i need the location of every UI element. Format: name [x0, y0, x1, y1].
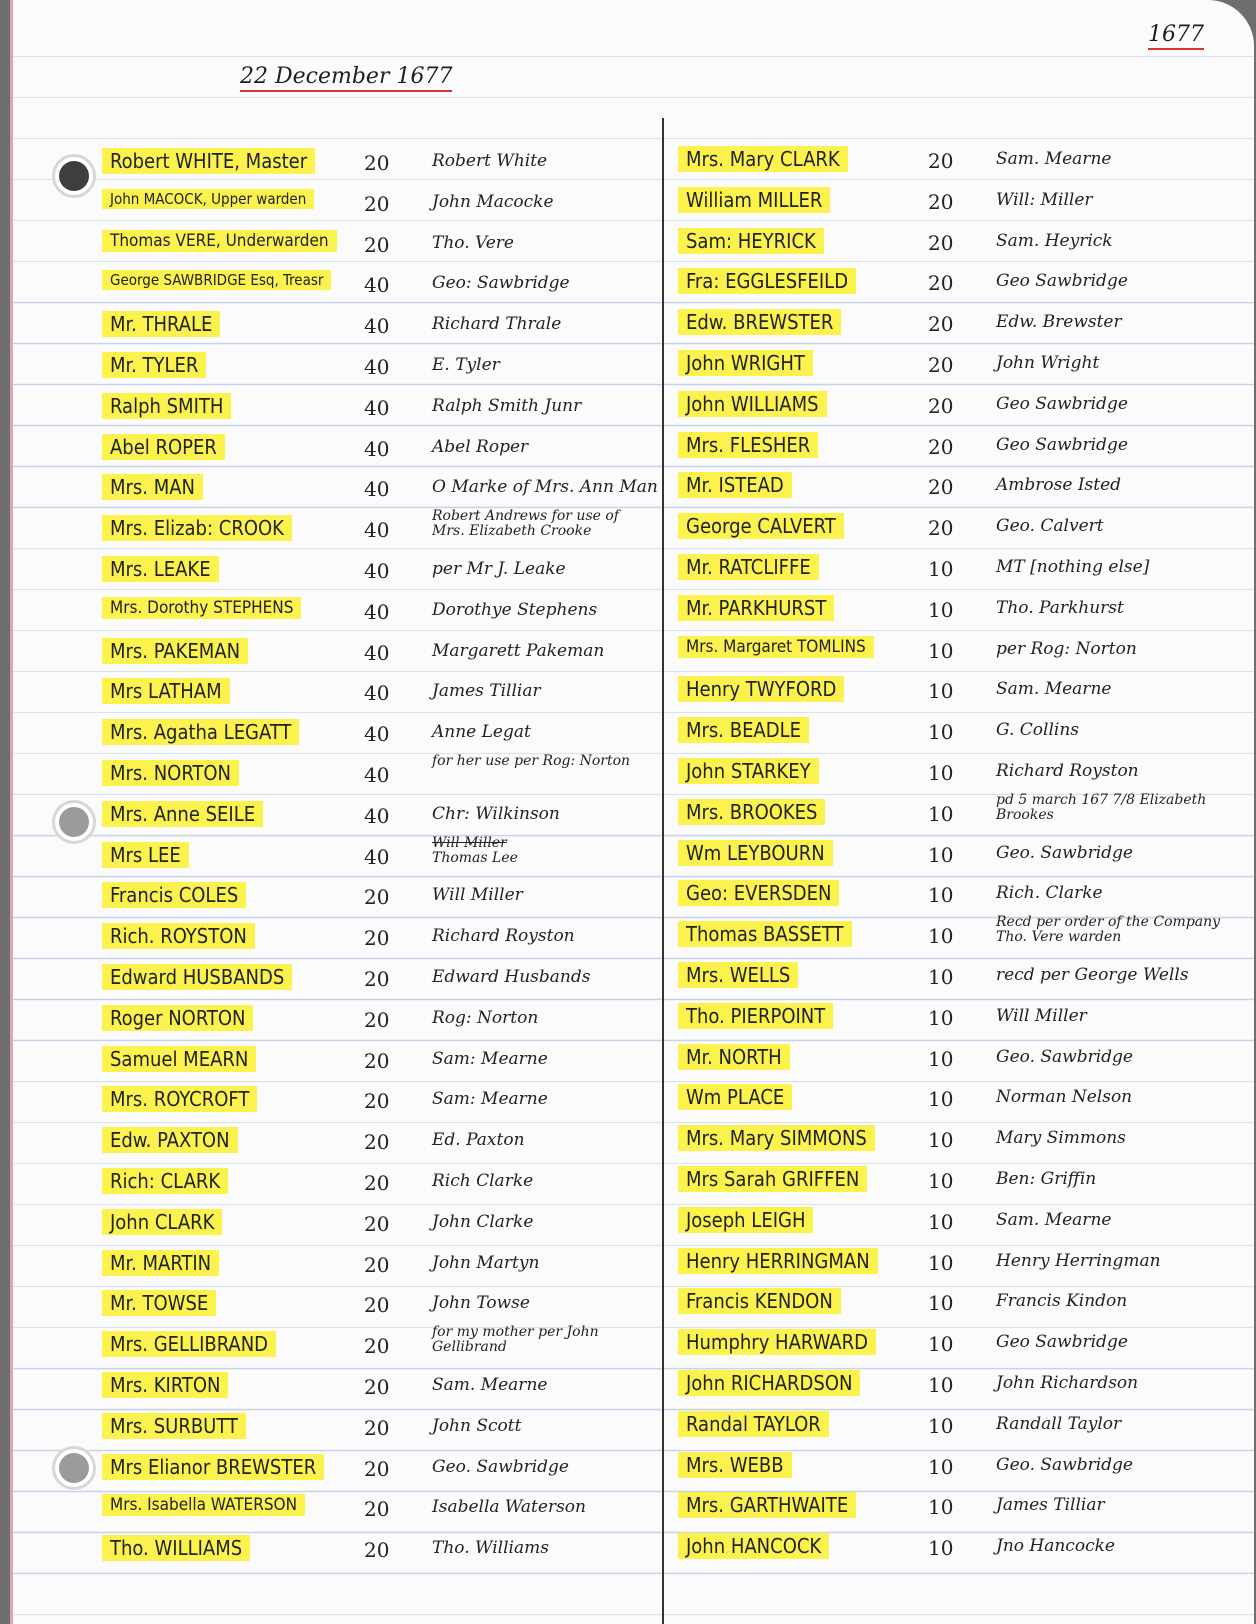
amount: 20 [928, 434, 954, 459]
amount: 20 [928, 189, 954, 214]
amount: 40 [364, 355, 390, 379]
ledger-row [102, 753, 658, 800]
signature: per Rog: Norton [996, 638, 1137, 659]
signature: Tho. Vere [432, 232, 514, 253]
ledger-row [102, 230, 658, 270]
member-name: John WILLIAMS [678, 391, 827, 417]
signature: John Macocke [432, 191, 554, 212]
amount: 10 [928, 1005, 954, 1030]
amount: 20 [364, 1415, 390, 1440]
member-name: Mrs. KIRTON [102, 1372, 228, 1398]
member-name: Joseph LEIGH [678, 1207, 813, 1233]
signature: Richard Royston [996, 761, 1139, 781]
member-name: Fra: EGGLESFEILD [678, 268, 856, 294]
amount: 10 [928, 1373, 954, 1397]
amount: 20 [364, 1538, 390, 1563]
amount: 20 [364, 1497, 390, 1522]
ledger-row [678, 1411, 1238, 1451]
ledger-row [102, 882, 658, 922]
member-name: Wm LEYBOURN [678, 840, 833, 866]
amount: 20 [364, 1048, 390, 1073]
amount: 20 [364, 1089, 390, 1114]
ledger-row [102, 1494, 658, 1534]
member-name: Tho. PIERPOINT [678, 1003, 833, 1029]
member-name: Mrs. SURBUTT [102, 1413, 246, 1439]
amount: 10 [928, 1046, 954, 1071]
amount: 10 [928, 761, 954, 785]
member-name: Humphry HARWARD [678, 1329, 876, 1355]
ledger-row [678, 146, 1238, 186]
amount: 10 [928, 557, 954, 581]
amount: 40 [364, 681, 390, 706]
signature: Geo Sawbridge [996, 434, 1128, 455]
amount: 20 [928, 353, 954, 377]
signature: E. Tyler [432, 355, 500, 375]
amount: 10 [928, 679, 954, 704]
ledger-row [102, 1127, 658, 1167]
member-name: George SAWBRIDGE Esq, Treasr [102, 270, 331, 290]
ledger-row [678, 676, 1238, 716]
ledger-row [102, 393, 658, 433]
member-name: Mrs. LEAKE [102, 556, 219, 582]
signature: for her use per Rog: Norton [432, 753, 631, 769]
margin-line [10, 0, 13, 1624]
amount: 40 [364, 314, 390, 339]
ledger-row [102, 1372, 658, 1412]
member-name: Henry TWYFORD [678, 676, 844, 702]
member-name: Mrs. Agatha LEGATT [102, 719, 299, 745]
amount: 10 [928, 1413, 954, 1438]
amount: 10 [928, 883, 954, 908]
member-name: Mrs LATHAM [102, 678, 230, 704]
ledger-row [102, 1324, 658, 1371]
ledger-row [678, 1044, 1238, 1084]
signature: Ambrose Isted [996, 475, 1122, 496]
amount: 10 [928, 1536, 954, 1561]
amount: 20 [364, 151, 390, 175]
signature: Will: Miller [996, 189, 1093, 210]
amount: 10 [928, 842, 954, 867]
member-name: Edw. BREWSTER [678, 309, 841, 335]
signature: Geo: Sawbridge [432, 273, 570, 294]
signature: Sam: Mearne [432, 1048, 548, 1069]
signature: Rich. Clarke [996, 883, 1103, 904]
signature: MT [nothing else] [996, 557, 1150, 577]
punch-hole [52, 800, 96, 844]
ledger-row [678, 962, 1238, 1002]
member-name: John STARKEY [678, 758, 819, 784]
signature: pd 5 march 167 7/8 Elizabeth Brookes [996, 791, 1207, 823]
signature: Sam. Heyrick [996, 230, 1113, 251]
amount: 20 [928, 516, 954, 541]
signature: Randall Taylor [996, 1413, 1122, 1434]
amount: 40 [364, 599, 390, 624]
member-name: Mrs. MAN [102, 474, 203, 500]
struck-signature: Will Miller [432, 834, 507, 851]
ledger-row [102, 1250, 658, 1290]
notebook-page [10, 0, 1254, 1624]
ledger-row [678, 513, 1238, 553]
amount: 20 [364, 1375, 390, 1399]
amount: 20 [364, 1334, 390, 1359]
ledger-row [102, 352, 658, 392]
member-name: Mrs. PAKEMAN [102, 638, 248, 664]
member-name: Sam: HEYRICK [678, 228, 824, 254]
ledger-row [102, 597, 658, 637]
amount: 20 [364, 1456, 390, 1481]
ledger-row [678, 228, 1238, 268]
amount: 10 [928, 597, 954, 622]
ledger-row [678, 840, 1238, 880]
member-name: Mr. ISTEAD [678, 472, 792, 498]
amount: 10 [928, 965, 954, 989]
signature: John Wright [996, 353, 1100, 373]
ledger-row [102, 1086, 658, 1126]
amount: 10 [928, 638, 954, 663]
ledger-row [678, 1492, 1238, 1532]
member-name: Roger NORTON [102, 1005, 253, 1031]
member-name: Randal TAYLOR [678, 1411, 829, 1437]
member-name: Mrs. BROOKES [678, 799, 825, 825]
ledger-row [102, 1046, 658, 1086]
member-name: Francis COLES [102, 882, 246, 908]
signature: Geo. Sawbridge [432, 1456, 569, 1477]
amount: 40 [364, 518, 390, 543]
amount: 20 [364, 1252, 390, 1277]
signature: Sam: Mearne [432, 1089, 548, 1110]
signature: Will Miller [432, 885, 523, 906]
signature: O Marke of Mrs. Ann Man [432, 477, 658, 498]
amount: 40 [364, 273, 390, 298]
signature: Ben: Griffin [996, 1169, 1097, 1189]
amount: 40 [364, 436, 390, 461]
member-name: Samuel MEARN [102, 1046, 256, 1072]
signature: Geo. Calvert [996, 516, 1104, 537]
column-divider [662, 118, 664, 1624]
ledger-row [678, 1533, 1238, 1573]
member-name: Rich: CLARK [102, 1168, 228, 1194]
ledger-row [102, 270, 658, 310]
signature-text: Thomas Lee [432, 849, 518, 866]
signature: Isabella Waterson [432, 1497, 586, 1518]
member-name: Robert WHITE, Master [102, 148, 315, 174]
signature: Anne Legat [432, 722, 531, 743]
signature: John Clarke [432, 1211, 534, 1232]
member-name: Mr. THRALE [102, 311, 220, 337]
member-name: Mrs. Anne SEILE [102, 801, 263, 827]
amount: 10 [928, 1128, 954, 1153]
signature: Recd per order of the Company Tho. Vere warden [996, 914, 1221, 946]
ledger-row [678, 391, 1238, 431]
ledger-row [102, 834, 658, 882]
amount: 10 [928, 1087, 954, 1112]
member-name: Henry HERRINGMAN [678, 1248, 878, 1274]
ledger-row [678, 791, 1238, 839]
member-name: Mr. TYLER [102, 352, 206, 378]
signature: Geo Sawbridge [996, 393, 1128, 414]
amount: 20 [928, 149, 954, 173]
ledger-row [102, 148, 658, 188]
amount: 20 [364, 1130, 390, 1155]
amount: 40 [364, 844, 390, 869]
signature: Dorothye Stephens [432, 599, 598, 620]
signature: Geo. Sawbridge [996, 1454, 1133, 1475]
member-name: Mrs. Mary SIMMONS [678, 1125, 875, 1151]
member-name: Mrs. Margaret TOMLINS [678, 636, 874, 658]
signature: Margarett Pakeman [432, 640, 605, 661]
member-name: Mr. MARTIN [102, 1250, 219, 1276]
amount: 10 [928, 1250, 954, 1275]
signature: John Richardson [996, 1373, 1139, 1393]
ledger-row [678, 350, 1238, 390]
signature: Richard Thrale [432, 314, 562, 335]
signature: Ralph Smith Junr [432, 395, 582, 416]
ledger-row [678, 1452, 1238, 1492]
punch-hole [52, 1446, 96, 1490]
member-name: Mrs. ROYCROFT [102, 1086, 257, 1112]
member-name: Mrs. Mary CLARK [678, 146, 848, 172]
member-name: George CALVERT [678, 513, 844, 539]
signature: Richard Royston [432, 926, 575, 947]
signature: per Mr J. Leake [432, 559, 566, 579]
amount: 20 [364, 1211, 390, 1236]
amount: 40 [364, 477, 390, 502]
signature [432, 836, 518, 866]
ledger-row [102, 801, 658, 841]
signature: Henry Herringman [996, 1250, 1161, 1271]
member-name: John CLARK [102, 1209, 222, 1235]
signature: Sam. Mearne [996, 1209, 1112, 1230]
signature: Mary Simmons [996, 1128, 1126, 1149]
page-number: 1677 [1148, 22, 1204, 50]
amount: 20 [928, 271, 954, 296]
ledger-row [678, 1248, 1238, 1288]
signature: Tho. Williams [432, 1538, 549, 1559]
ledger-row [102, 189, 658, 229]
amount: 40 [364, 763, 390, 787]
amount: 10 [928, 720, 954, 745]
amount: 10 [928, 1332, 954, 1357]
ledger-row [678, 636, 1238, 676]
ledger-row [678, 1003, 1238, 1043]
signature: for my mother per John Gellibrand [432, 1324, 599, 1356]
member-name: Thomas VERE, Underwarden [102, 230, 337, 252]
amount: 20 [364, 885, 390, 910]
ledger-row [102, 964, 658, 1004]
signature: recd per George Wells [996, 965, 1189, 985]
amount: 20 [928, 230, 954, 255]
signature: Geo Sawbridge [996, 1332, 1128, 1353]
member-name: Geo: EVERSDEN [678, 880, 839, 906]
entry-date: 22 December 1677 [240, 64, 452, 92]
member-name: John WRIGHT [678, 350, 813, 376]
member-name: Mr. RATCLIFFE [678, 554, 819, 580]
ledger-row [678, 595, 1238, 635]
ledger-row [678, 472, 1238, 512]
signature: James Tilliar [996, 1495, 1105, 1516]
member-name: Mrs. FLESHER [678, 432, 818, 458]
signature: Rich Clarke [432, 1171, 534, 1191]
member-name: Mrs. GARTHWAITE [678, 1492, 856, 1518]
signature: Tho. Parkhurst [996, 597, 1124, 618]
punch-hole [52, 154, 96, 198]
amount: 40 [364, 803, 390, 828]
member-name: Ralph SMITH [102, 393, 231, 419]
signature: Edw. Brewster [996, 312, 1122, 333]
ledger-row [678, 1370, 1238, 1410]
ledger-row [102, 311, 658, 351]
ledger-row [678, 432, 1238, 472]
amount: 20 [928, 393, 954, 418]
member-name: William MILLER [678, 187, 830, 213]
ledger-row [678, 717, 1238, 757]
ledger-row [678, 1125, 1238, 1165]
member-name: Mr. PARKHURST [678, 595, 834, 621]
member-name: John HANCOCK [678, 1533, 829, 1559]
member-name: John RICHARDSON [678, 1370, 860, 1396]
signature: Sam. Mearne [996, 149, 1112, 169]
signature: Geo. Sawbridge [996, 842, 1133, 863]
member-name: Edward HUSBANDS [102, 964, 292, 990]
ledger-row [102, 1005, 658, 1045]
member-name: Mrs. Isabella WATERSON [102, 1494, 305, 1516]
signature: Robert Andrews for use of Mrs. Elizabeth Crooke [432, 508, 619, 540]
amount: 10 [928, 1291, 954, 1316]
member-name: Mrs Elianor BREWSTER [102, 1454, 324, 1480]
ledger-row [102, 556, 658, 596]
ledger-row [102, 678, 658, 718]
ledger-row [102, 1413, 658, 1453]
signature: Geo. Sawbridge [996, 1046, 1133, 1067]
ledger-row [102, 638, 658, 678]
ledger-row [102, 1454, 658, 1494]
member-name: Mrs. Dorothy STEPHENS [102, 597, 301, 619]
ledger-row [102, 508, 658, 555]
member-name: John MACOCK, Upper warden [102, 189, 314, 209]
signature: G. Collins [996, 720, 1080, 741]
ledger-row [678, 187, 1238, 227]
signature: Geo Sawbridge [996, 271, 1128, 292]
amount: 10 [928, 1495, 954, 1520]
ledger-row [102, 1168, 658, 1208]
amount: 40 [364, 395, 390, 420]
amount: 20 [364, 191, 390, 216]
amount: 40 [364, 640, 390, 665]
signature: John Martyn [432, 1252, 540, 1273]
amount: 10 [928, 924, 954, 949]
ledger-row [102, 1535, 658, 1575]
signature: John Scott [432, 1415, 522, 1436]
signature: Francis Kindon [996, 1291, 1128, 1312]
amount: 20 [364, 926, 390, 951]
member-name: Mrs Sarah GRIFFEN [678, 1166, 867, 1192]
signature: Sam. Mearne [432, 1375, 548, 1395]
signature: Norman Nelson [996, 1087, 1133, 1108]
member-name: Rich. ROYSTON [102, 923, 255, 949]
ledger-row [102, 923, 658, 963]
ledger-row [678, 914, 1238, 961]
member-name: Mrs. Elizab: CROOK [102, 515, 292, 541]
amount: 20 [928, 312, 954, 337]
ledger-row [102, 434, 658, 474]
signature: Robert White [432, 151, 548, 171]
amount: 10 [928, 1454, 954, 1479]
signature: Chr: Wilkinson [432, 803, 560, 824]
amount: 10 [928, 1169, 954, 1193]
member-name: Mrs. BEADLE [678, 717, 809, 743]
ledger-row [678, 1084, 1238, 1124]
member-name: Mr. TOWSE [102, 1290, 216, 1316]
amount: 10 [928, 801, 954, 826]
member-name: Abel ROPER [102, 434, 225, 460]
ledger-row [678, 554, 1238, 594]
amount: 20 [364, 1007, 390, 1032]
amount: 40 [364, 722, 390, 747]
member-name: Mrs. WEBB [678, 1452, 792, 1478]
amount: 10 [928, 1209, 954, 1234]
signature: Abel Roper [432, 436, 529, 457]
member-name: Mrs LEE [102, 842, 189, 868]
amount: 20 [364, 232, 390, 257]
amount: 20 [928, 475, 954, 500]
member-name: Francis KENDON [678, 1288, 841, 1314]
ledger-row [678, 309, 1238, 349]
member-name: Mrs. GELLIBRAND [102, 1331, 276, 1357]
signature: James Tilliar [432, 681, 541, 702]
ledger-row [678, 268, 1238, 308]
ledger-row [678, 1288, 1238, 1328]
ledger-row [678, 1329, 1238, 1369]
amount: 40 [364, 559, 390, 583]
member-name: Edw. PAXTON [102, 1127, 238, 1153]
ledger-row [102, 1209, 658, 1249]
member-name: Mr. NORTH [678, 1044, 790, 1070]
member-name: Mrs. WELLS [678, 962, 798, 988]
signature: Edward Husbands [432, 967, 591, 987]
ledger-row [678, 1166, 1238, 1206]
member-name: Wm PLACE [678, 1084, 792, 1110]
amount: 20 [364, 1293, 390, 1318]
member-name: Thomas BASSETT [678, 921, 852, 947]
signature: Will Miller [996, 1005, 1087, 1026]
signature: Sam. Mearne [996, 679, 1112, 700]
signature: Ed. Paxton [432, 1130, 525, 1151]
amount: 20 [364, 967, 390, 991]
ledger-row [678, 1207, 1238, 1247]
amount: 20 [364, 1171, 390, 1195]
member-name: Tho. WILLIAMS [102, 1535, 250, 1561]
signature: Jno Hancocke [996, 1536, 1115, 1557]
signature: Rog: Norton [432, 1007, 539, 1028]
member-name: Mrs. NORTON [102, 760, 239, 786]
signature: John Towse [432, 1293, 530, 1314]
